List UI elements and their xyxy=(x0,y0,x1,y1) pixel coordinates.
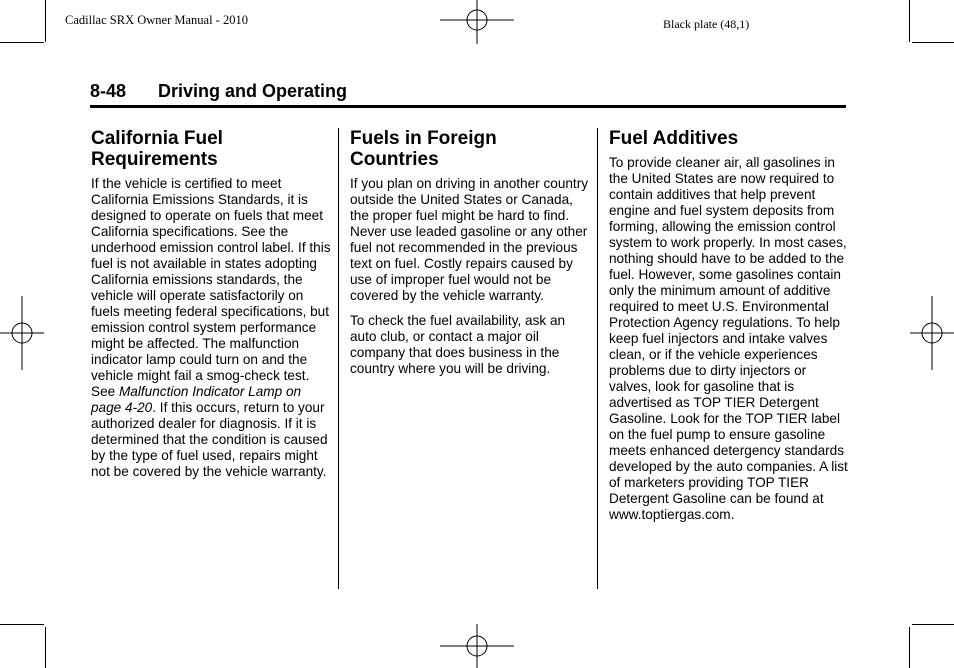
crop-mark-top-right-h xyxy=(912,42,954,43)
section-title: Driving and Operating xyxy=(158,81,348,101)
crop-mark-bottom-left-v xyxy=(45,627,46,668)
cross-reference-link[interactable]: Malfunction Indicator Lamp on page 4‑20 xyxy=(91,384,302,415)
heading-california-fuel: California Fuel Requirements xyxy=(91,128,223,170)
heading-fuel-additives: Fuel Additives xyxy=(609,128,739,149)
registration-mark-bottom xyxy=(440,624,514,668)
registration-mark-top xyxy=(440,0,514,44)
heading-foreign-fuels: Fuels in Foreign Countries xyxy=(350,128,497,170)
text-part: . If this occurs, return to your authorized dealer for diagnosis. If it is determined that the condition is caused by the type of fuel used, repairs might not be covered by the vehicle warranty. xyxy=(91,400,328,479)
column-divider xyxy=(597,128,598,589)
page-number: 8-48 xyxy=(90,81,127,101)
manual-title: Cadillac SRX Owner Manual - 2010 xyxy=(65,13,248,27)
paragraph-foreign-fuels-1: If you plan on driving in another country outside the United States or Canada, the proper fuel might be hard to find. Never use leaded gasoline or any other fuel not recommended in the previous text on fuel. Costly repairs caused by use of improper fuel would not be covered by the vehicle warranty. xyxy=(350,176,589,303)
paragraph-california-fuel xyxy=(91,176,331,480)
crop-mark-bottom-right-v xyxy=(909,627,910,668)
column-foreign-fuels xyxy=(350,128,590,386)
text-part: If the vehicle is certified to meet California Emissions Standards, it is designed to operate on fuels that meet California specifications. See the underhood emission control label. If this fuel is not available in states adopting California emissions standards, the vehicle will operate satisfactorily on fuels meeting federal specifications, but emission control system performance might be affected. The malfunction indicator lamp could turn on and the vehicle might fail a smog-check test. See xyxy=(91,176,331,399)
crop-mark-bottom-left-h xyxy=(0,624,44,625)
crop-mark-top-right-v xyxy=(909,0,910,42)
section-header xyxy=(90,81,846,108)
crop-mark-bottom-right-h xyxy=(912,624,954,625)
paragraph-foreign-fuels-2: To check the fuel availability, ask an auto club, or contact a major oil company that does business in the country where you will be driving. xyxy=(350,313,566,376)
column-california-fuel xyxy=(91,128,331,489)
registration-mark-right xyxy=(910,296,954,370)
registration-mark-left xyxy=(0,296,44,370)
column-divider xyxy=(338,128,339,589)
crop-mark-top-left-v xyxy=(45,0,46,42)
paragraph-fuel-additives: To provide cleaner air, all gasolines in the United States are now required to contain additives that help prevent engine and fuel system deposits from forming, allowing the emission control system to work properly. In most cases, nothing should have to be added to the fuel. However, some gasolines contain only the minimum amount of additive required to meet U.S. Environmental Protection Agency regulations. To help keep fuel injectors and intake valves clean, or if the vehicle experiences problems due to dirty injectors or valves, look for gasoline that is advertised as TOP TIER Detergent Gasoline. Look for the TOP TIER label on the fuel pump to ensure gasoline meets enhanced detergency standards developed by the auto companies. A list of marketers providing TOP TIER Detergent Gasoline can be found at www.toptiergas.com. xyxy=(609,155,848,522)
column-fuel-additives xyxy=(609,128,849,532)
plate-info: Black plate (48,1) xyxy=(663,17,750,31)
crop-mark-top-left-h xyxy=(0,42,44,43)
